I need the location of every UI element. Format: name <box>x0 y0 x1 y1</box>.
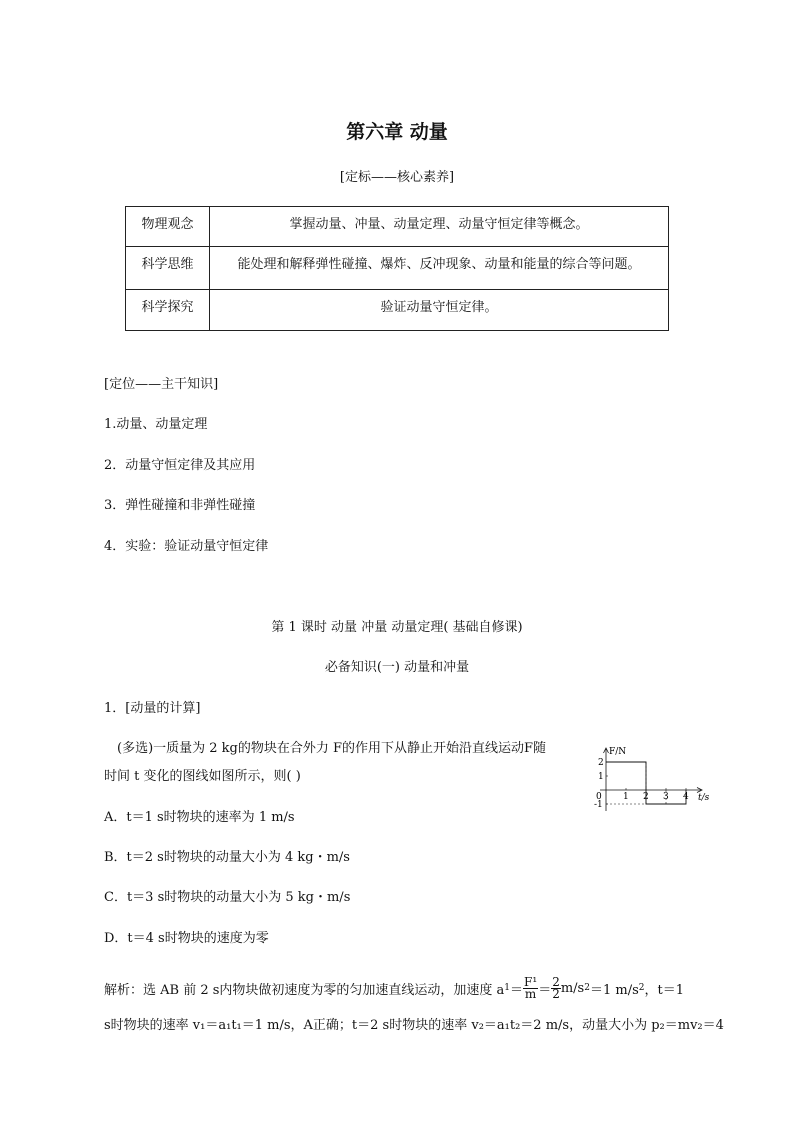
row-content: 验证动量守恒定律。 <box>210 290 669 331</box>
knowledge-heading: [定位——主干知识] <box>104 377 219 392</box>
x-tick-label: 1 <box>623 792 629 802</box>
core-competency-table <box>125 206 669 331</box>
option-c: C．t＝3 s时物块的动量大小为 5 kg・m/s <box>104 890 351 905</box>
row-content: 掌握动量、冲量、动量定理、动量守恒定律等概念。 <box>210 207 669 247</box>
fraction-denominator: 2 <box>552 986 560 1001</box>
equals: ＝ <box>510 982 524 998</box>
equals: ＝ <box>538 982 552 998</box>
y-tick-label: 2 <box>598 758 604 768</box>
fraction-numerator: 2 <box>552 974 560 989</box>
fraction <box>523 974 538 1001</box>
question-heading: 1．[动量的计算] <box>104 701 201 716</box>
superscript: 2 <box>638 983 645 993</box>
solution-mid: ＝1 m/s <box>589 982 639 998</box>
table-row <box>126 290 669 331</box>
table-row <box>126 247 669 290</box>
unit: m/s <box>560 980 585 996</box>
row-content: 能处理和解释弹性碰撞、爆炸、反冲现象、动量和能量的综合等问题。 <box>210 247 669 290</box>
table-row <box>126 207 669 247</box>
option-a: A．t＝1 s时物块的速率为 1 m/s <box>104 810 295 825</box>
x-tick-label: 2 <box>643 792 649 802</box>
knowledge-item: 4．实验：验证动量守恒定律 <box>104 539 269 554</box>
question-stem: (多选)一质量为 2 kg的物块在合外力 F的作用下从静止开始沿直线运动F随 <box>117 741 547 756</box>
subscript: 1 <box>504 983 511 993</box>
core-heading: [定标——核心素养] <box>339 170 455 185</box>
row-label: 科学探究 <box>126 290 210 331</box>
knowledge-item: 2．动量守恒定律及其应用 <box>104 458 256 473</box>
option-d: D．t＝4 s时物块的速度为零 <box>104 931 269 946</box>
x-axis-label: t/s <box>698 793 710 803</box>
x-tick-label: 4 <box>683 792 689 802</box>
lesson-title: 第 1 课时 动量 冲量 动量定理( 基础自修课) <box>271 620 523 635</box>
solution-tail: ，t＝1 <box>644 982 684 998</box>
y-tick-label: -1 <box>594 800 603 810</box>
y-axis-label: F/N <box>609 747 627 757</box>
question-stem: 时间 t 变化的图线如图所示，则( ) <box>104 769 301 784</box>
solution-prefix: 解析：选 AB 前 2 s内物块做初速度为零的匀加速直线运动，加速度 a <box>104 982 505 998</box>
option-b: B．t＝2 s时物块的动量大小为 4 kg・m/s <box>104 850 350 865</box>
chapter-title: 第六章 动量 <box>346 121 448 143</box>
force-time-chart <box>590 730 720 812</box>
section-title: 必备知识(一) 动量和冲量 <box>324 660 470 675</box>
solution-line-2: s时物块的速率 v₁＝a₁t₁＝1 m/s，A正确；t＝2 s时物块的速率 v₂＝a₁t₂＝2 m/s，动量大小为 p₂＝mv₂＝4 <box>104 1018 724 1033</box>
fraction-numerator: F¹ <box>524 974 538 989</box>
knowledge-item: 3．弹性碰撞和非弹性碰撞 <box>104 498 256 513</box>
x-tick-label: 3 <box>663 792 669 802</box>
fraction-denominator: m <box>524 986 537 1001</box>
knowledge-item: 1.动量、动量定理 <box>104 417 208 432</box>
superscript: 2 <box>584 983 590 993</box>
solution-line-1 <box>104 968 684 1008</box>
row-label: 物理观念 <box>126 207 210 247</box>
fraction <box>551 974 561 1001</box>
x-tick-label: 0 <box>596 792 602 802</box>
y-tick-label: 1 <box>598 772 604 782</box>
row-label: 科学思维 <box>126 247 210 290</box>
